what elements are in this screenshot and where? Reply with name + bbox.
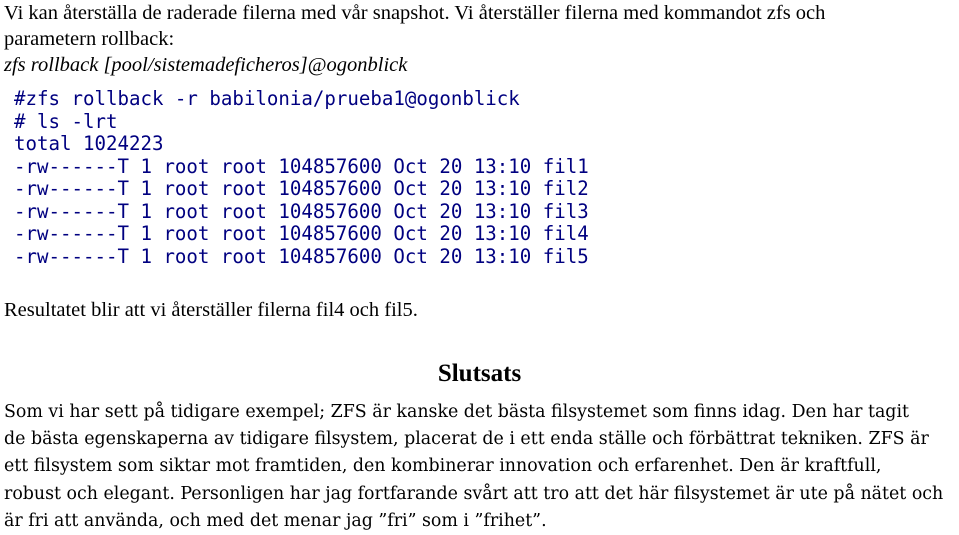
intro-line-1: Vi kan återställa de raderade filerna med vår snapshot. Vi återställer filerna med kommandot zfs och	[4, 2, 826, 24]
terminal-line: #zfs rollback -r babilonia/prueba1@ogonblick	[14, 87, 520, 110]
intro-section	[4, 0, 954, 78]
terminal-line: -rw------T 1 root root 104857600 Oct 20 13:10 fil5	[14, 244, 589, 268]
terminal-line: total 1024223	[14, 132, 164, 155]
result-paragraph: Resultatet blir att vi återställer filerna fil4 och fil5.	[4, 299, 418, 321]
terminal-line: -rw------T 1 root root 104857600 Oct 20 13:10 fil2	[14, 177, 589, 200]
conclusion-paragraph	[4, 399, 958, 535]
section-heading: Slutsats	[437, 360, 522, 387]
terminal-line: -rw------T 1 root root 104857600 Oct 20 13:10 fil4	[14, 222, 589, 245]
terminal-line: -rw------T 1 root root 104857600 Oct 20 13:10 fil1	[14, 154, 589, 178]
conclusion-line: de bästa egenskaperna av tidigare filsystem, placerat de i ett enda ställe och förbättrat tekniken. ZFS är	[4, 429, 929, 450]
command-syntax: zfs rollback [pool/sistemadeficheros]@ogonblick	[4, 54, 408, 76]
intro-line-2: parametern rollback:	[4, 28, 175, 50]
conclusion-line: robust och elegant. Personligen har jag fortfarande svårt att tro att det här filsystemet är ute på nätet och	[4, 483, 944, 504]
conclusion-line: är fri att använda, och med det menar jag ”fri” som i ”frihet”.	[4, 510, 547, 531]
terminal-line: # ls -lrt	[14, 109, 118, 133]
terminal-line: -rw------T 1 root root 104857600 Oct 20 13:10 fil3	[14, 199, 589, 223]
conclusion-line: ett filsystem som siktar mot framtiden, den kombinerar innovation och erfarenhet. Den är kraftfull,	[4, 456, 882, 477]
conclusion-line: Som vi har sett på tidigare exempel; ZFS är kanske det bästa filsystemet som finns idag. Den har tagit	[4, 402, 909, 422]
terminal-output	[14, 88, 589, 268]
